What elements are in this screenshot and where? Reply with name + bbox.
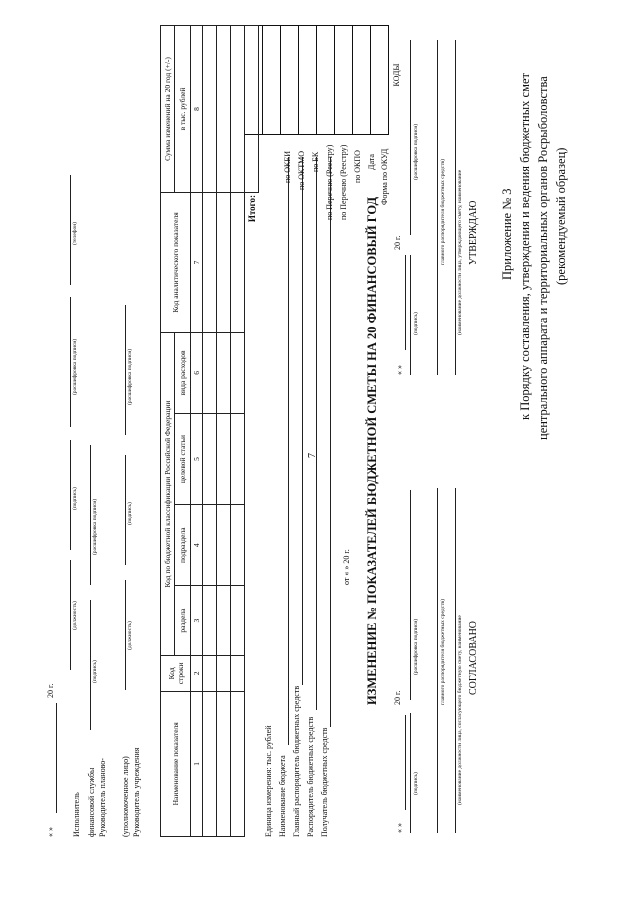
agree-sign: (подпись) xyxy=(413,772,419,795)
approve-decode: (расшифровка подписи) xyxy=(413,123,419,180)
label-registry-1: по Перечню (Реестру) xyxy=(339,144,348,220)
label-recipient: Получатель бюджетных средств xyxy=(320,727,329,837)
sig-fin: Руководитель планово- xyxy=(98,758,107,837)
agree-hint2: главного распорядителя бюджетных средств) xyxy=(440,599,446,705)
sig-exec-sign: (подпись) xyxy=(72,487,78,510)
label-date: Дата xyxy=(367,154,376,170)
sig-fin2: финансовой службы xyxy=(87,767,96,837)
label-registry-2: по Перечню (Реестру) xyxy=(325,144,334,220)
approve-title: УТВЕРЖДАЮ xyxy=(468,200,479,265)
num-6: 6 xyxy=(191,333,203,414)
approve-sign: (подпись) xyxy=(413,312,419,335)
num-5: 5 xyxy=(191,413,203,505)
label-oktmo: по ОКТМО xyxy=(297,150,306,190)
table-row xyxy=(203,26,217,837)
num-2: 2 xyxy=(191,656,203,692)
annex-title: Приложение № 3 xyxy=(500,188,514,280)
label-okud: Форма по ОКУД xyxy=(380,148,389,205)
sig-exec-position: (должность) xyxy=(72,601,78,630)
agree-title: СОГЛАСОВАНО xyxy=(468,620,479,695)
annex-line1: к Порядку составления, утверждения и ведения бюджетных смет xyxy=(518,73,532,420)
approve-hint2: главного распорядителя бюджетных средств) xyxy=(440,159,446,265)
table-row xyxy=(231,26,245,837)
sig-exec-decode: (расшифровка подписи) xyxy=(72,338,78,395)
col-section: раздела xyxy=(175,586,191,656)
label-bk: по БК xyxy=(311,151,320,172)
num-3: 3 xyxy=(191,586,203,656)
table-row xyxy=(217,26,231,837)
col-code: Код строки xyxy=(161,656,191,692)
label-distributor: Распорядитель бюджетных средств xyxy=(306,716,315,837)
total-label: Итого: xyxy=(246,195,257,223)
col-subsection: подраздела xyxy=(175,505,191,586)
sig-year: 20 г. xyxy=(46,683,55,698)
col-sum: Сумма изменений на 20 год (+/-) xyxy=(161,26,175,193)
num-1: 1 xyxy=(191,691,203,836)
total-row xyxy=(245,26,259,837)
col-sum-unit: в тыс. рублей xyxy=(175,26,191,193)
approve-year: 20 г. xyxy=(393,235,402,250)
col-name: Наименование показателя xyxy=(161,691,191,836)
sig-head2: (уполномоченное лицо) xyxy=(121,756,130,837)
num-7: 7 xyxy=(191,193,203,333)
approve-date: « » xyxy=(395,365,404,375)
label-budget-name: Наименование бюджета xyxy=(278,755,287,837)
sig-exec-phone: (телефон) xyxy=(72,221,78,245)
page-number: 7 xyxy=(307,453,318,458)
document-heading: ИЗМЕНЕНИЕ № ПОКАЗАТЕЛЕЙ БЮДЖЕТНОЙ СМЕТЫ НА 20 ФИНАНСОВЫЙ ГОД xyxy=(365,196,379,705)
annex-line2: центрального аппарата и территориальных органов Росрыболовства xyxy=(536,76,550,440)
label-unit: Единица измерения: тыс. рублей xyxy=(264,725,273,837)
annex-line3: (рекомендуемый образец) xyxy=(554,147,568,285)
agree-year: 20 г. xyxy=(393,690,402,705)
sig-head-sign: (подпись) xyxy=(127,502,133,525)
num-8: 8 xyxy=(191,26,203,193)
sig-head-decode: (расшифровка подписи) xyxy=(127,348,133,405)
sig-date: « » xyxy=(46,827,55,837)
indicators-table xyxy=(160,25,259,837)
codes-header: КОДЫ xyxy=(392,63,401,87)
sig-head-position: (должность) xyxy=(127,621,133,650)
label-okpo: по ОКПО xyxy=(353,150,362,183)
agree-decode: (расшифровка подписи) xyxy=(413,618,419,675)
agree-hint1: (наименование должности лица, согласующего бюджетную смету, наименование xyxy=(457,615,463,805)
col-group: Код по бюджетной классификации Российской Федерации xyxy=(161,333,175,656)
col-target: целевой статьи xyxy=(175,413,191,505)
sig-fin-decode: (расшифровка подписи) xyxy=(92,498,98,555)
col-expense-type: вида расходов xyxy=(175,333,191,414)
agree-date: « » xyxy=(395,823,404,833)
col-analytic: Код аналитического показателя xyxy=(161,193,191,333)
label-chief-distributor: Главный распорядитель бюджетных средств xyxy=(292,685,301,837)
num-4: 4 xyxy=(191,505,203,586)
label-okei: по ОКЕИ xyxy=(283,150,292,183)
document-date: от « » 20 г. xyxy=(342,549,351,585)
sig-fin-sign: (подпись) xyxy=(92,660,98,683)
approve-hint1: (наименование должности лица, утверждающего смету, наименование xyxy=(457,169,463,335)
sig-head: Руководитель учреждения xyxy=(132,747,141,837)
sig-exec: Исполнитель xyxy=(72,792,81,837)
